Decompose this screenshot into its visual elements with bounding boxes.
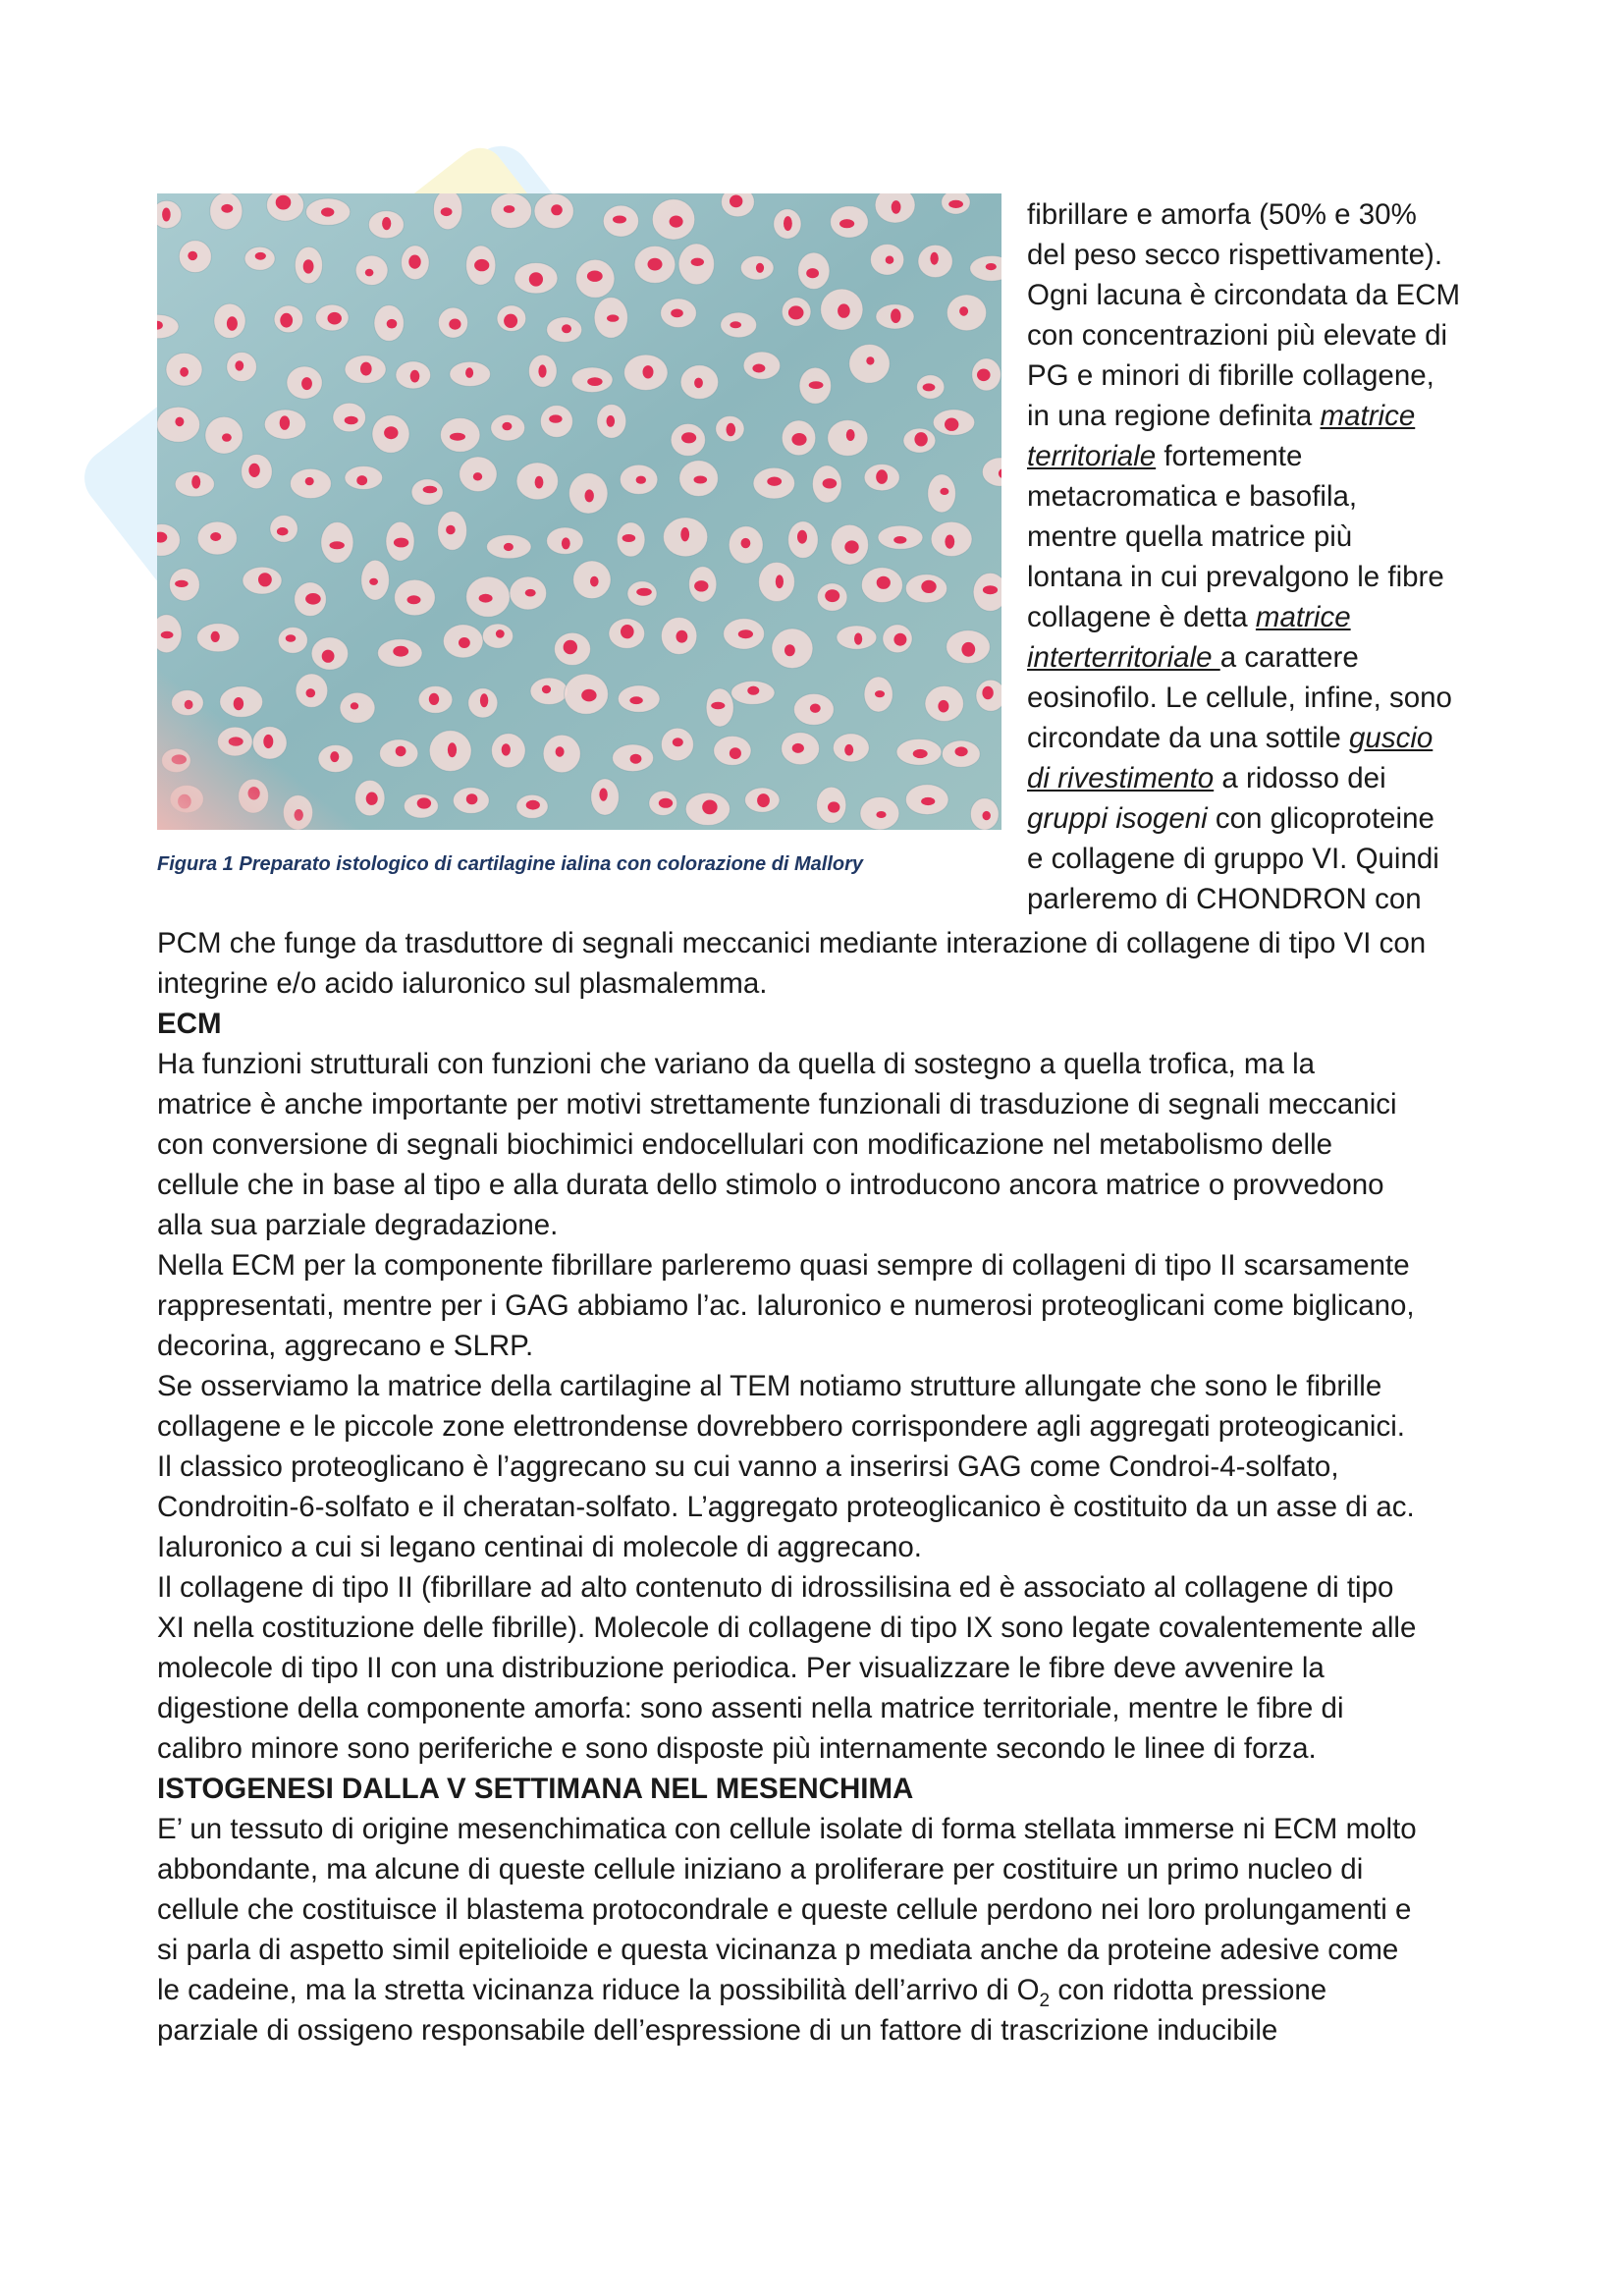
side-text-column [1027, 194, 1469, 919]
text-line: del peso secco rispettivamente). [1027, 239, 1443, 271]
text-line: metacromatica e basofila, [1027, 480, 1358, 513]
nucleus [479, 594, 493, 603]
text-line: gruppi isogeni con glicoproteine [1027, 802, 1434, 835]
nucleus [365, 269, 374, 277]
nucleus [305, 593, 321, 605]
nucleus [175, 580, 189, 587]
nucleus [303, 259, 314, 273]
nucleus [913, 749, 928, 758]
nucleus [526, 800, 540, 810]
nucleus [866, 356, 874, 364]
nucleus [235, 360, 243, 370]
text-line: Il collagene di tipo II (fibrillare ad alto contenuto di idrossilisina ed è associato al collagene di tipo [157, 1571, 1394, 1604]
text-line: collagene è detta matrice [1027, 601, 1351, 633]
nucleus [810, 704, 821, 713]
nucleus [914, 432, 927, 446]
nucleus [504, 543, 514, 551]
nucleus [756, 263, 764, 273]
nucleus [983, 811, 991, 820]
text-line: lontana in cui prevalgono le fibre [1027, 561, 1444, 593]
text-line: Nella ECM per la componente fibrillare parleremo quasi sempre di collageni di tipo II scarsamente [157, 1249, 1410, 1282]
nucleus [955, 746, 968, 756]
nucleus [694, 476, 708, 484]
section-heading-istogenesi: ISTOGENESI DALLA V SETTIMANA NEL MESENCHIMA [157, 1773, 914, 1805]
nucleus [587, 377, 602, 386]
text-line: calibro minore sono periferiche e sono disposte più internamente secondo le linee di forza. [157, 1732, 1317, 1765]
nucleus [474, 259, 489, 271]
nucleus [876, 811, 886, 818]
nucleus [738, 629, 753, 638]
nucleus [448, 742, 457, 757]
nucleus [227, 316, 238, 331]
text-line: Ialuronico a cui si legano centinai di molecole di aggrecano. [157, 1531, 922, 1563]
nucleus [562, 537, 570, 549]
nucleus [741, 538, 751, 548]
text-line: PCM che funge da trasduttore di segnali meccanici mediante interazione di collagene di tipo VI con [157, 927, 1427, 959]
text-line: Se osserviamo la matrice della cartilagine al TEM notiamo strutture allungate che sono le fibrille [157, 1370, 1382, 1402]
nucleus [776, 574, 784, 588]
nucleus [305, 477, 314, 485]
nucleus [940, 488, 948, 495]
nucleus [752, 364, 765, 373]
text-line: Ha funzioni strutturali con funzioni che variano da quella di sostegno a quella trofica, ma la [157, 1048, 1316, 1080]
nucleus [496, 629, 505, 638]
nucleus [276, 195, 292, 210]
nucleus [446, 525, 456, 535]
nucleus [429, 693, 439, 705]
nucleus [892, 200, 901, 214]
nucleus [417, 797, 431, 808]
nucleus [360, 362, 372, 376]
text-line: di rivestimento a ridosso dei [1027, 762, 1386, 794]
text-line: collagene e le piccole zone elettrondense dovrebbero corrispondere agli aggregati proteogicanici. [157, 1410, 1405, 1443]
text-line: parleremo di CHONDRON con [1027, 883, 1422, 915]
nucleus [681, 432, 696, 443]
nucleus [923, 383, 936, 391]
nucleus [441, 207, 453, 216]
nucleus [694, 378, 703, 389]
text-line: decorina, aggrecano e SLRP. [157, 1330, 534, 1362]
nucleus [248, 464, 259, 477]
nucleus [384, 426, 398, 439]
nucleus [945, 418, 958, 431]
nucleus [345, 416, 358, 425]
nucleus [175, 417, 184, 427]
nucleus [930, 252, 938, 265]
nucleus [525, 589, 536, 597]
nucleus [797, 530, 807, 544]
nucleus [466, 793, 478, 804]
nucleus [823, 478, 838, 488]
nucleus [921, 580, 936, 593]
body-text [157, 923, 1492, 2050]
text-line: Ogni lacuna è circondata da ECM [1027, 279, 1461, 311]
text-line: molecole di tipo II con una distribuzione periodica. Per visualizzare le fibre deve avvenire la [157, 1652, 1325, 1684]
nucleus [538, 364, 546, 377]
nucleus [328, 312, 342, 325]
nucleus [473, 472, 482, 480]
text-line: parziale di ossigeno responsabile dell’espressione di un fattore di trascrizione inducibile [157, 2014, 1278, 2047]
nucleus [629, 696, 642, 704]
nucleus [702, 800, 717, 815]
nucleus [977, 369, 991, 382]
nucleus [730, 195, 742, 208]
nucleus [465, 367, 473, 378]
text-line: le cadeine, ma la stretta vicinanza riduce la possibilità dell’arrivo di $O_2$ con ridotta pressione [157, 1974, 1327, 2011]
nucleus [784, 644, 795, 656]
nucleus [636, 588, 652, 596]
text-line: E’ un tessuto di origine mesenchimatica con cellule isolate di forma stellata immerse ni ECM molto [157, 1813, 1417, 1845]
nucleus [670, 216, 683, 228]
nucleus [671, 309, 683, 318]
nucleus [959, 306, 968, 316]
nucleus [613, 216, 626, 224]
text-line: territoriale fortemente [1027, 440, 1303, 472]
nucleus [607, 415, 616, 427]
text-line: mentre quella matrice più [1027, 520, 1353, 553]
nucleus [636, 476, 646, 484]
nucleus [502, 743, 511, 755]
nucleus [590, 576, 599, 587]
nucleus [673, 738, 683, 746]
nucleus [394, 538, 408, 548]
nucleus [680, 527, 689, 541]
figure-caption: Figura 1 Preparato istologico di cartilagine ialina con colorazione di Mallory [157, 853, 864, 875]
nucleus [535, 476, 544, 489]
nucleus [504, 314, 517, 328]
text-line: rappresentati, mentre per i GAG abbiamo l’ac. Ialuronico e numerosi proteoglicani come biglicano, [157, 1289, 1415, 1322]
nucleus [961, 642, 975, 657]
term-di-rivestimento: di rivestimento [1027, 762, 1215, 794]
nucleus [382, 217, 391, 230]
nucleus [839, 219, 854, 228]
term-guscio: guscio [1349, 722, 1434, 754]
nucleus [581, 689, 596, 702]
nucleus [825, 589, 839, 602]
nucleus [986, 263, 997, 270]
nucleus [844, 540, 858, 553]
nucleus [356, 475, 367, 485]
nucleus [694, 580, 708, 591]
term-matrice-interterritoriale: matrice [1255, 601, 1351, 633]
nucleus [846, 429, 855, 441]
nucleus [921, 797, 935, 805]
nucleus [210, 532, 221, 541]
nucleus [711, 702, 725, 709]
nucleus [730, 321, 741, 328]
nucleus [938, 700, 948, 713]
nucleus [676, 630, 688, 643]
nucleus [622, 534, 636, 542]
nucleus [258, 573, 272, 586]
text-line: XI nella costituzione delle fibrille). Molecole di collagene di tipo IX sono legate covalentemente alle [157, 1612, 1417, 1644]
nucleus [180, 367, 189, 377]
subscript-2: 2 [1039, 1990, 1051, 2011]
nucleus [828, 801, 839, 812]
text-line: cellule che costituisce il blastema protocondrale e queste cellule perdono nei loro prolungamenti e [157, 1893, 1412, 1926]
nucleus [321, 207, 334, 216]
nucleus [876, 469, 888, 484]
text-line: digestione della componente amorfa: sono assenti nella matrice territoriale, mentre le fibre di [157, 1692, 1344, 1724]
nucleus [948, 200, 963, 208]
nucleus [838, 303, 850, 317]
nucleus [387, 319, 398, 329]
text-line: Il classico proteoglicano è l’aggrecano su cui vanno a inserirsi GAG come Condroi-4-solfato, [157, 1450, 1339, 1483]
nucleus [877, 576, 891, 589]
text-line: e collagene di gruppo VI. Quindi [1027, 843, 1439, 875]
cartilage-micrograph [157, 193, 1001, 830]
nucleus [280, 415, 290, 429]
text-line: interterritoriale a carattere [1027, 641, 1359, 674]
nucleus [727, 423, 736, 436]
nucleus [407, 595, 421, 604]
nucleus [255, 252, 266, 260]
text-line: con conversione di segnali biochimici endocellulari con modificazione nel metabolismo delle [157, 1128, 1333, 1161]
nucleus [730, 747, 741, 759]
text-line: in una regione definita matrice [1027, 400, 1416, 432]
nucleus [564, 640, 577, 654]
nucleus [945, 535, 954, 549]
nucleus [630, 754, 642, 764]
nucleus [410, 370, 420, 383]
text-line: circondate da una sottile guscio [1027, 722, 1434, 754]
text-line: integrine e/o acido ialuronico sul plasmalemma. [157, 967, 768, 1000]
nucleus [886, 256, 894, 264]
nucleus [587, 271, 603, 282]
nucleus [585, 489, 594, 502]
term-gruppi-isogeni: gruppi isogeni [1027, 802, 1208, 835]
text-line: abbondante, ma alcune di queste cellule iniziano a proliferare per costituire un primo nucleo di [157, 1853, 1364, 1886]
nucleus [301, 377, 312, 390]
text-line: matrice è anche importante per motivi strettamente funzionali di trasduzione di segnali meccanici [157, 1088, 1397, 1121]
text-line: PG e minori di fibrille collagene, [1027, 359, 1434, 392]
figure [157, 193, 1001, 876]
nucleus [551, 204, 563, 215]
text-line: cellule che in base al tipo e alla durata dello stimolo o introducono ancora matrice o provvedono [157, 1169, 1384, 1201]
text-line: si parla di aspetto simil epitelioide e questa vicinanza p mediata anche da proteine adesive come [157, 1934, 1399, 1966]
nucleus [659, 798, 673, 808]
nucleus [529, 272, 543, 286]
nucleus [891, 308, 900, 323]
text-line: con concentrazioni più elevate di [1027, 319, 1448, 352]
nucleus [875, 690, 885, 697]
nucleus [621, 625, 634, 638]
nucleus [369, 578, 378, 585]
nucleus [330, 541, 345, 549]
nucleus [408, 255, 420, 269]
nucleus [549, 414, 562, 422]
nucleus [893, 536, 906, 544]
nucleus [788, 305, 804, 319]
section-heading-ecm: ECM [157, 1008, 222, 1040]
nucleus [449, 319, 460, 330]
nucleus [791, 433, 806, 446]
nucleus [222, 433, 232, 441]
nucleus [504, 205, 515, 213]
nucleus [806, 268, 819, 278]
nucleus [648, 258, 663, 271]
nucleus [188, 251, 197, 260]
nucleus [757, 793, 770, 807]
nucleus [784, 216, 792, 231]
nucleus [982, 686, 993, 699]
nucleus [221, 204, 233, 213]
nucleus [502, 422, 512, 430]
nucleus [562, 324, 571, 333]
nucleus [809, 381, 824, 389]
nucleus [747, 686, 759, 695]
nucleus [423, 486, 438, 494]
text-line: fibrillare e amorfa (50% e 30% [1027, 198, 1417, 231]
nucleus [459, 637, 470, 648]
text-line: eosinofilo. Le cellule, infine, sono [1027, 682, 1452, 714]
nucleus [277, 527, 289, 535]
nucleus [854, 633, 862, 645]
text-line: alla sua parziale degradazione. [157, 1209, 559, 1241]
nucleus [162, 208, 171, 222]
nucleus [643, 365, 654, 378]
term-territoriale: territoriale [1027, 440, 1157, 472]
nucleus [844, 744, 853, 756]
nucleus [556, 746, 565, 756]
nucleus [893, 633, 906, 646]
nucleus [792, 743, 804, 753]
nucleus [542, 685, 551, 693]
nucleus [767, 477, 782, 486]
nucleus [599, 789, 607, 801]
term-interterritoriale: interterritoriale [1027, 641, 1220, 674]
nucleus [607, 314, 619, 321]
nucleus [191, 475, 200, 489]
nucleus [480, 693, 488, 707]
nucleus [691, 258, 704, 266]
nucleus [450, 433, 465, 441]
text-line: Condroitin-6-solfato e il cheratan-solfato. L’aggregato proteoglicanico è costituito da un asse di ac. [157, 1491, 1415, 1523]
nucleus [280, 313, 293, 328]
term-matrice-territoriale: matrice [1320, 400, 1416, 432]
nucleus [983, 585, 998, 594]
